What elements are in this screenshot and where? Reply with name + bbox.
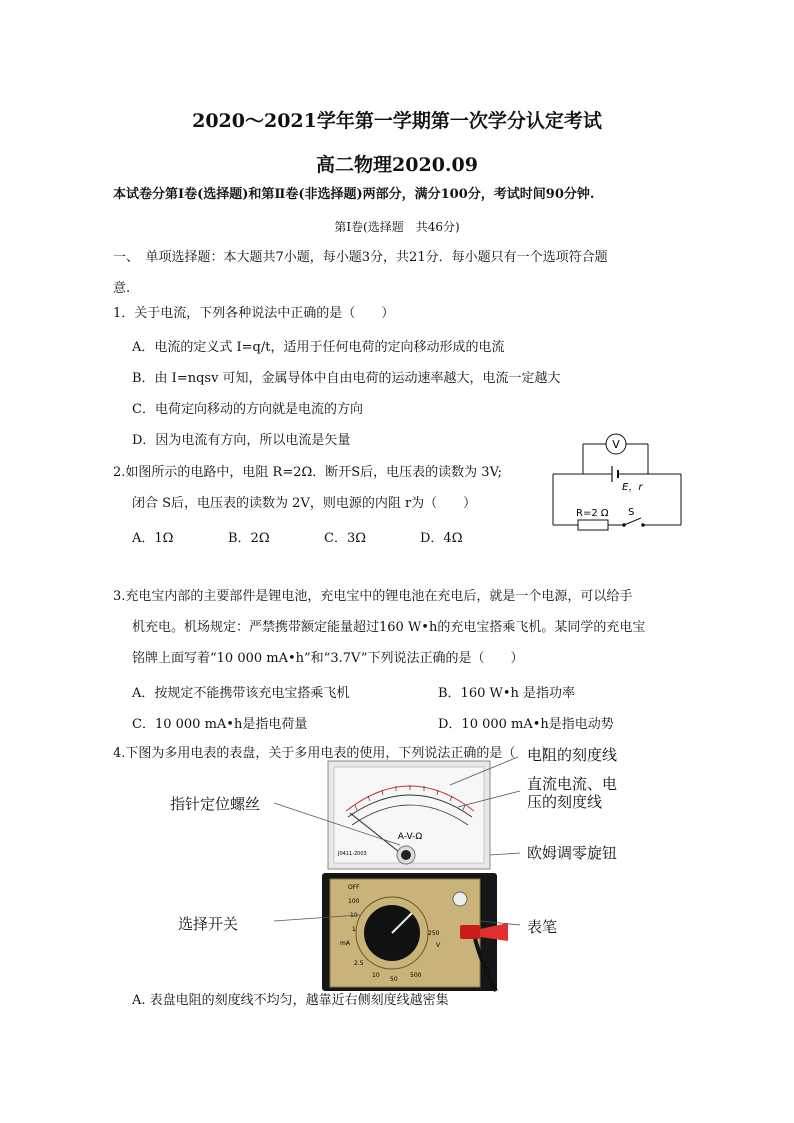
- q3-stem-line3: 铭牌上面写着“10 000 mA•h”和“3.7V”下列说法正确的是（ ）: [132, 651, 524, 666]
- q2-stem-line1: 2.如图所示的电路中，电阻 R=2Ω．断开S后，电压表的读数为 3V;: [113, 465, 503, 480]
- selector-mark: V: [436, 942, 441, 949]
- label-dc-scale-2: 压的刻度线: [527, 793, 603, 811]
- meter-dial-unit: A-V-Ω: [397, 832, 423, 842]
- exam-intro: 本试卷分第Ⅰ卷(选择题)和第Ⅱ卷(非选择题)两部分，满分100分，考试时间90分钟.: [113, 187, 595, 202]
- selector-mark: 1: [352, 926, 356, 933]
- resistor-icon: [578, 520, 608, 530]
- q3-option-b: B．160 W•h 是指功率: [438, 686, 576, 701]
- label-dc-scale-1: 直流电流、电: [527, 775, 618, 793]
- q1-option-c: C．电荷定向移动的方向就是电流的方向: [132, 402, 363, 417]
- meter-model: J0411-2003: [338, 851, 367, 857]
- q1-stem: 1．关于电流，下列各种说法中正确的是（ ）: [113, 306, 395, 321]
- label-probe: 表笔: [527, 918, 558, 936]
- q3-option-c: C．10 000 mA•h是指电荷量: [132, 717, 308, 732]
- selector-mark: 500: [410, 972, 422, 979]
- q1-option-b: B．由 I=nqsv 可知，金属导体中自由电荷的运动速率越大，电流一定越大: [132, 371, 561, 386]
- selector-mark: 50: [390, 976, 398, 983]
- q2-stem-line2: 闭合 S后，电压表的读数为 2V，则电源的内阻 r为（ ）: [132, 496, 477, 511]
- resistor-label: R=2 Ω: [576, 508, 609, 519]
- selector-mark: 250: [428, 930, 440, 937]
- exam-subtitle: 高二物理2020.09: [316, 154, 478, 176]
- section-title: 第Ⅰ卷(选择题 共46分): [334, 220, 460, 234]
- voltmeter-label: V: [612, 438, 620, 451]
- switch-label: S: [628, 507, 635, 518]
- part1-instruction-cont: 意.: [113, 281, 131, 296]
- q2-option-c: C．3Ω: [324, 531, 366, 546]
- switch-icon: [624, 518, 641, 525]
- selector-mark: mA: [340, 940, 350, 947]
- label-selector: 选择开关: [178, 915, 239, 933]
- q2-circuit-diagram: [548, 432, 688, 532]
- q2-option-a: A．1Ω: [132, 531, 174, 546]
- source-label: E，r: [622, 482, 643, 493]
- q1-option-a: A．电流的定义式 I=q/t，适用于任何电荷的定向移动形成的电流: [132, 340, 505, 355]
- selector-mark: 2.5: [354, 960, 364, 967]
- q1-option-d: D．因为电流有方向，所以电流是矢量: [132, 433, 351, 448]
- selector-mark: 10: [372, 972, 380, 979]
- label-resistance-scale: 电阻的刻度线: [527, 746, 618, 764]
- q2-option-d: D．4Ω: [420, 531, 463, 546]
- exam-title: 2020～2021学年第一学期第一次学分认定考试: [192, 110, 602, 132]
- q3-stem-line1: 3.充电宝内部的主要部件是锂电池，充电宝中的锂电池在充电后，就是一个电源，可以给手: [113, 589, 633, 604]
- label-leader-lines: [270, 745, 530, 945]
- label-ohm-zero-knob: 欧姆调零旋钮: [527, 844, 618, 862]
- label-pointer-screw: 指针定位螺丝: [170, 795, 261, 813]
- selector-off-label: OFF: [348, 884, 360, 891]
- q3-option-d: D．10 000 mA•h是指电动势: [438, 717, 614, 732]
- q3-option-a: A．按规定不能携带该充电宝搭乘飞机: [132, 686, 350, 701]
- q4-stem: 4.下图为多用电表的表盘，关于多用电表的使用，下列说法正确的是（ ）: [113, 746, 555, 761]
- q4-option-a: A. 表盘电阻的刻度线不均匀，越靠近右侧刻度线越密集: [132, 993, 449, 1008]
- part1-instruction: 一、 单项选择题：本大题共7小题，每小题3分，共21分．每小题只有一个选项符合题: [113, 250, 608, 265]
- q3-stem-line2: 机充电。机场规定：严禁携带额定能量超过160 W•h的充电宝搭乘飞机。某同学的充电宝: [132, 620, 646, 635]
- selector-mark: 100: [348, 898, 360, 905]
- q2-option-b: B．2Ω: [228, 531, 270, 546]
- selector-mark: 10: [350, 912, 358, 919]
